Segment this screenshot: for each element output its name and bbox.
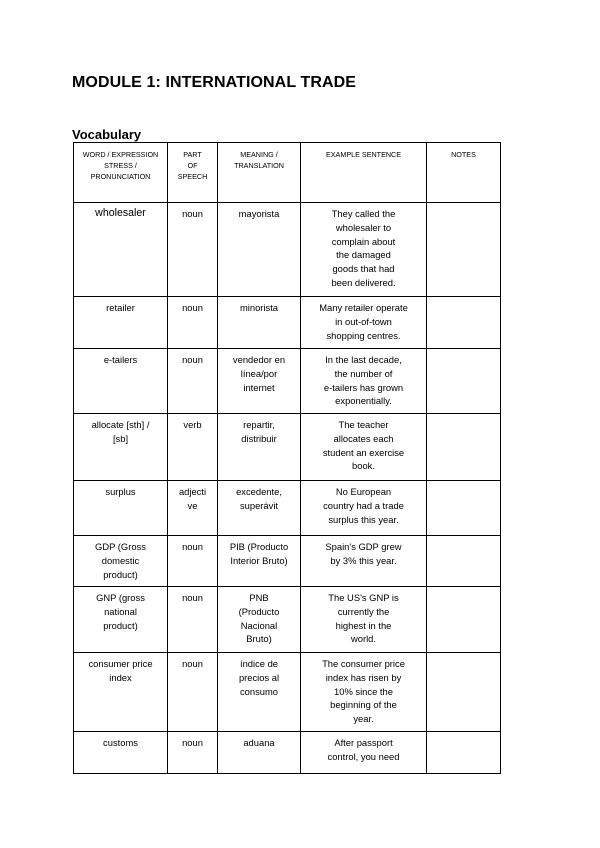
example-sentence-cell: Spain's GDP grew by 3% this year. xyxy=(301,536,427,587)
example-sentence-cell: No European country had a trade surplus this year. xyxy=(301,481,427,536)
word-cell: e-tailers xyxy=(74,349,168,414)
table-row xyxy=(74,203,501,297)
page-title: MODULE 1: INTERNATIONAL TRADE xyxy=(72,74,357,91)
notes-cell xyxy=(427,653,501,732)
part-of-speech-cell: noun xyxy=(168,203,218,297)
notes-cell xyxy=(427,349,501,414)
table-row xyxy=(74,732,501,774)
header-meaning: MEANING / TRANSLATION xyxy=(218,143,301,203)
meaning-cell: vendedor en línea/por internet xyxy=(218,349,301,414)
word-cell: customs xyxy=(74,732,168,774)
example-sentence-cell: In the last decade, the number of e-tailers has grown exponentially. xyxy=(301,349,427,414)
meaning-cell: repartir, distribuir xyxy=(218,414,301,481)
example-sentence-cell: Many retailer operate in out-of-town shopping centres. xyxy=(301,297,427,349)
word-cell: GNP (gross national product) xyxy=(74,587,168,653)
table-row xyxy=(74,536,501,587)
word-cell: retailer xyxy=(74,297,168,349)
notes-cell xyxy=(427,732,501,774)
word-cell: wholesaler xyxy=(74,203,168,297)
meaning-cell: minorista xyxy=(218,297,301,349)
example-sentence-cell: The US's GNP is currently the highest in the world. xyxy=(301,587,427,653)
example-sentence-cell: The teacher allocates each student an exercise book. xyxy=(301,414,427,481)
meaning-cell: índice de precios al consumo xyxy=(218,653,301,732)
part-of-speech-cell: noun xyxy=(168,297,218,349)
word-cell: consumer price index xyxy=(74,653,168,732)
example-sentence-cell: The consumer price index has risen by 10% since the beginning of the year. xyxy=(301,653,427,732)
word-cell: allocate [sth] / [sb] xyxy=(74,414,168,481)
part-of-speech-cell: noun xyxy=(168,349,218,414)
notes-cell xyxy=(427,414,501,481)
part-of-speech-cell: noun xyxy=(168,653,218,732)
notes-cell xyxy=(427,297,501,349)
example-sentence-cell: After passport control, you need xyxy=(301,732,427,774)
table-header-row xyxy=(74,143,501,203)
notes-cell xyxy=(427,536,501,587)
header-notes: NOTES xyxy=(427,143,501,203)
table-row xyxy=(74,297,501,349)
part-of-speech-cell: adjecti ve xyxy=(168,481,218,536)
table-row xyxy=(74,587,501,653)
meaning-cell: PNB (Producto Nacional Bruto) xyxy=(218,587,301,653)
meaning-cell: mayorista xyxy=(218,203,301,297)
meaning-cell: excedente, superávit xyxy=(218,481,301,536)
part-of-speech-cell: verb xyxy=(168,414,218,481)
example-sentence-cell: They called the wholesaler to complain about the damaged goods that had been delivered. xyxy=(301,203,427,297)
meaning-cell: PIB (Producto Interior Bruto) xyxy=(218,536,301,587)
part-of-speech-cell: noun xyxy=(168,536,218,587)
meaning-cell: aduana xyxy=(218,732,301,774)
word-cell: GDP (Gross domestic product) xyxy=(74,536,168,587)
part-of-speech-cell: noun xyxy=(168,587,218,653)
table-body xyxy=(74,203,501,774)
word-cell: surplus xyxy=(74,481,168,536)
notes-cell xyxy=(427,587,501,653)
part-of-speech-cell: noun xyxy=(168,732,218,774)
notes-cell xyxy=(427,203,501,297)
header-example: EXAMPLE SENTENCE xyxy=(301,143,427,203)
table-row xyxy=(74,481,501,536)
table-row xyxy=(74,414,501,481)
notes-cell xyxy=(427,481,501,536)
header-word: WORD / EXPRESSION STRESS / PRONUNCIATION xyxy=(74,143,168,203)
header-part-of-speech: PART OF SPEECH xyxy=(168,143,218,203)
section-heading: Vocabulary xyxy=(72,127,142,142)
vocabulary-table xyxy=(73,142,501,774)
table-row xyxy=(74,349,501,414)
table-row xyxy=(74,653,501,732)
